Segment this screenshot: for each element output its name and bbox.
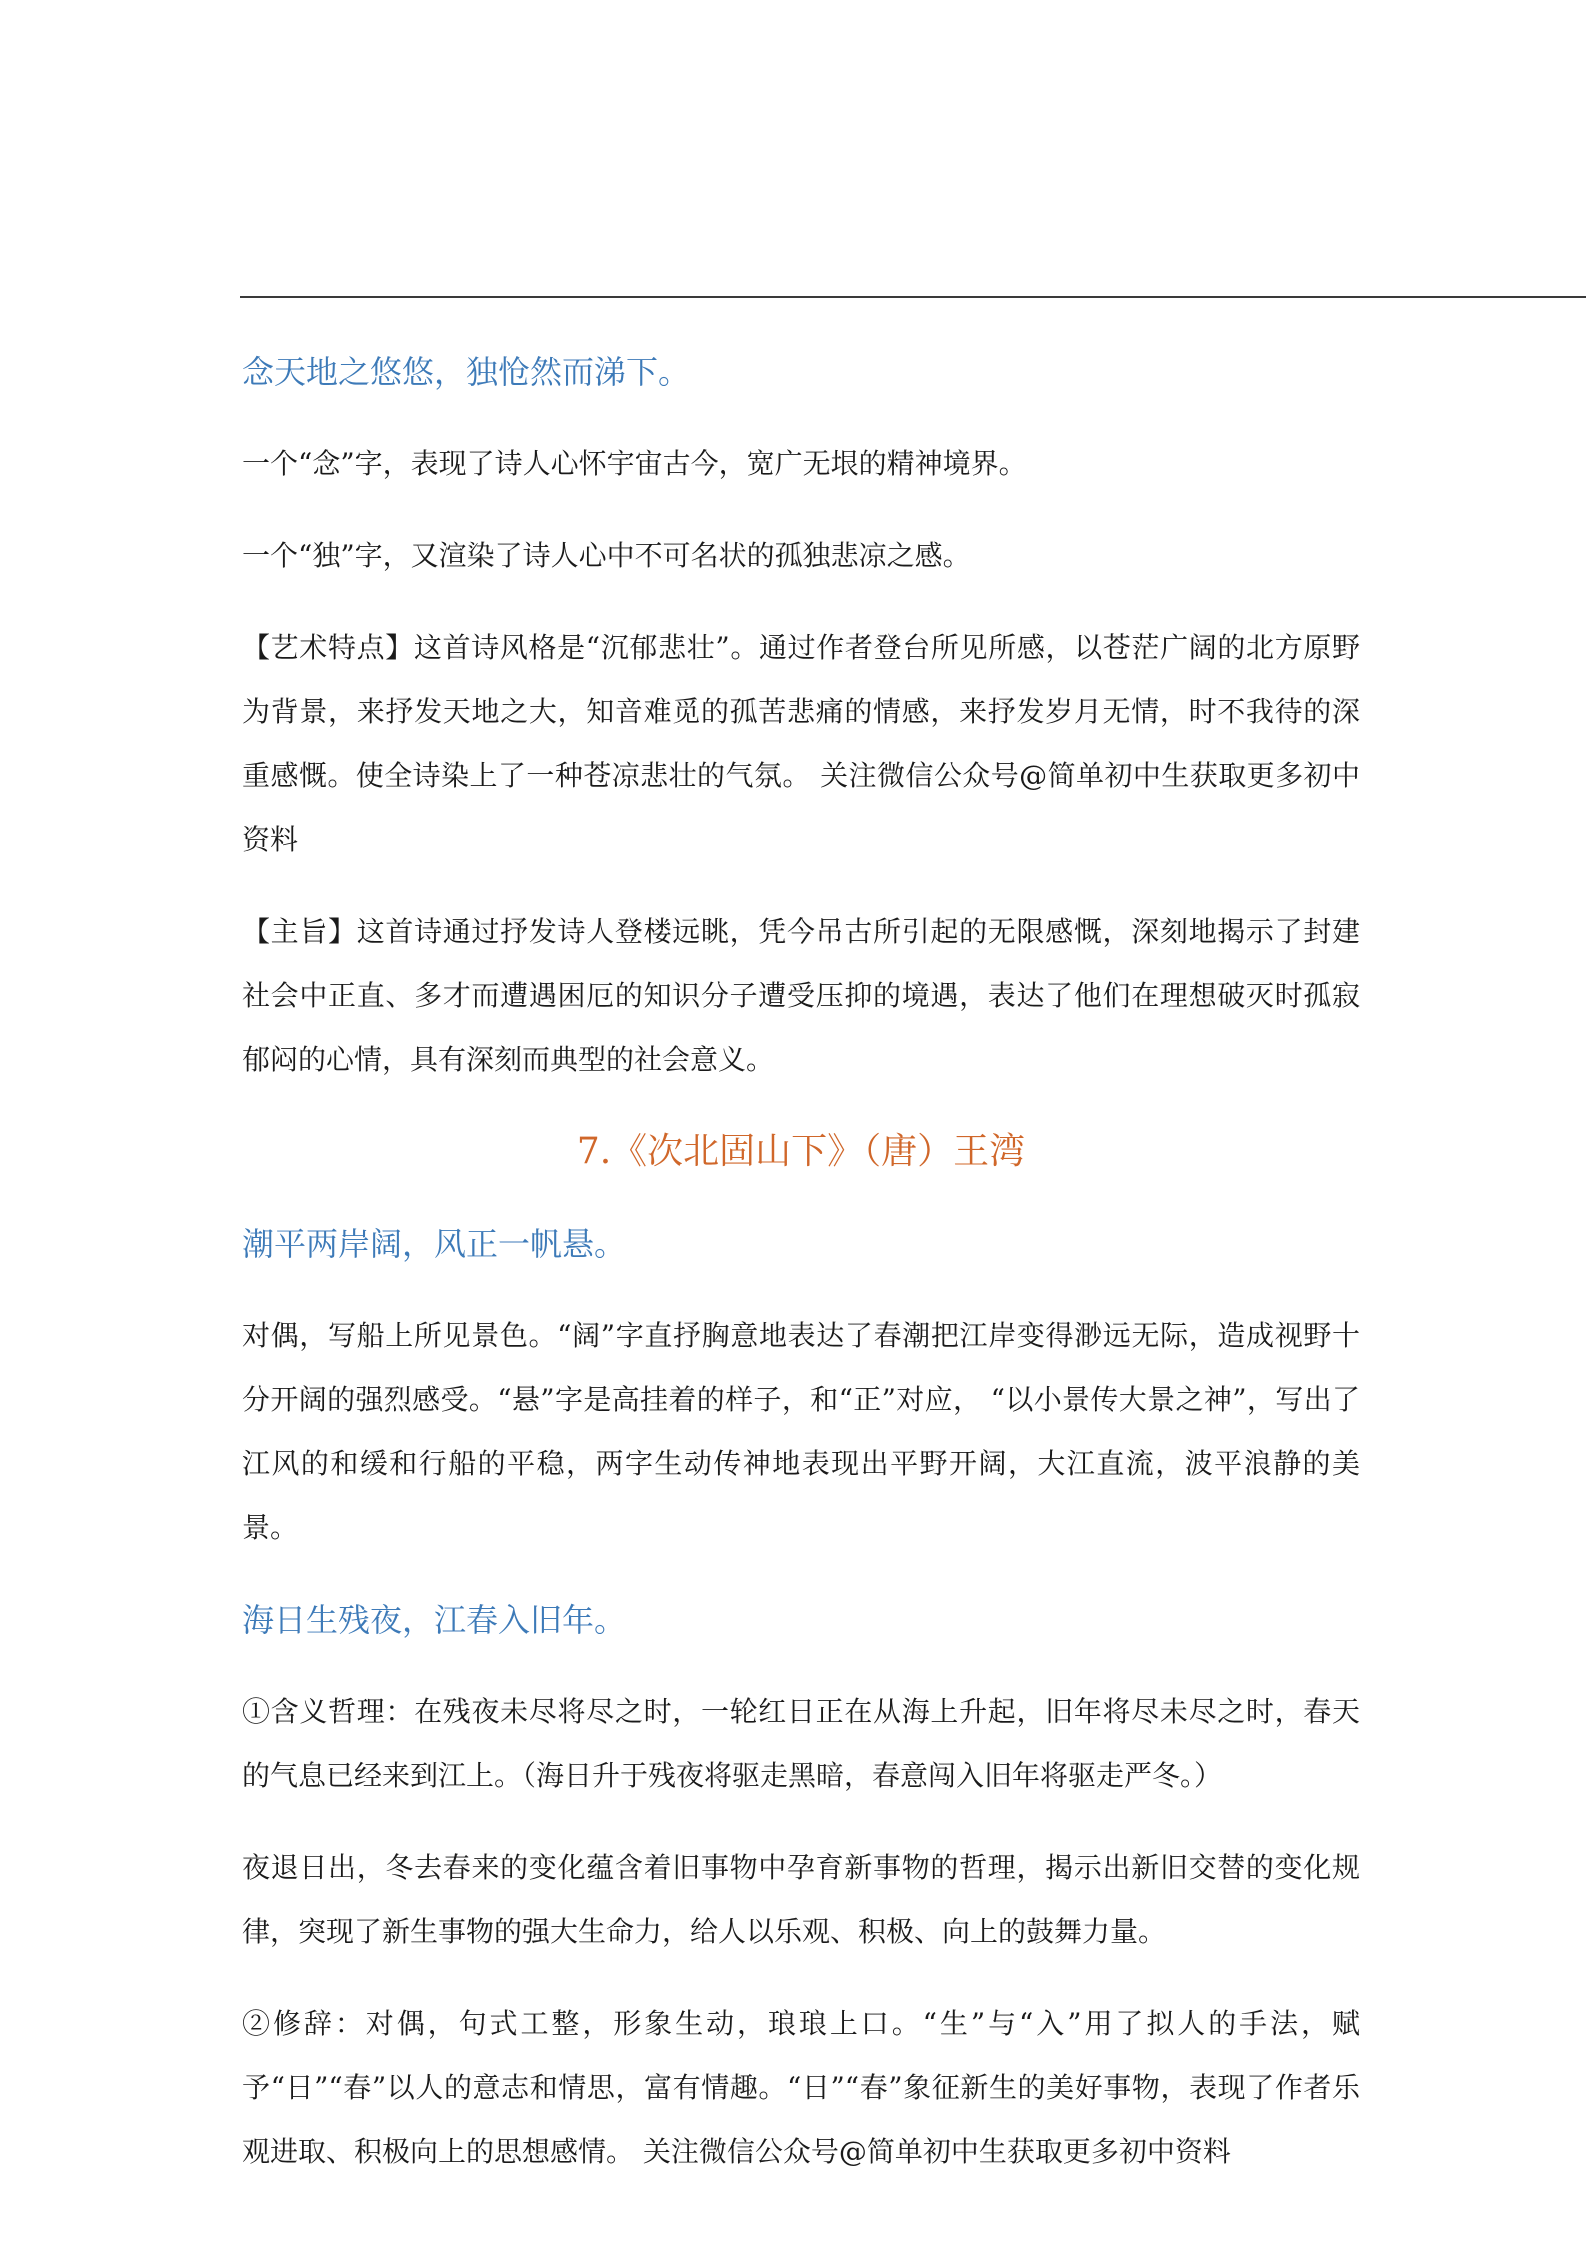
paragraph: 对偶，写船上所见景色。“阔”字直抒胸意地表达了春潮把江岸变得渺远无际，造成视野十分开阔的强烈感受。“悬”字是高挂着的样子，和“正”对应， “以小景传大景之神”，写出了江风的和缓和行船的平稳，两字生动传神地表现出平野开阔，大江直流，波平浪静的美景。 xyxy=(242,1319,1360,1544)
poem-line: 潮平两岸阔，风正一帆悬。 xyxy=(242,1225,627,1263)
paragraph: 【艺术特点】这首诗风格是“沉郁悲壮”。通过作者登台所见所感，以苍茫广阔的北方原野为背景，来抒发天地之大，知音难觅的孤苦悲痛的情感，来抒发岁月无情，时不我待的深重感慨。使全诗染上了一种苍凉悲壮的气氛。 关注微信公众号@简单初中生获取更多初中资料 xyxy=(242,631,1360,856)
poem-line: 念天地之悠悠，独怆然而涕下。 xyxy=(242,353,691,391)
paragraph: ②修辞：对偶，句式工整，形象生动，琅琅上口。“生”与“入”用了拟人的手法，赋予“日”“春”以人的意志和情思，富有情趣。“日”“春”象征新生的美好事物，表现了作者乐观进取、积极向上的思想感情。 关注微信公众号@简单初中生获取更多初中资料 xyxy=(242,2007,1360,2168)
paragraph: 一个“念”字，表现了诗人心怀宇宙古今，宽广无垠的精神境界。 xyxy=(242,447,1027,480)
section-title: 7.《次北固山下》（唐）王湾 xyxy=(576,1131,1026,1172)
header-rule xyxy=(240,296,1586,298)
paragraph: 【主旨】这首诗通过抒发诗人登楼远眺，凭今吊古所引起的无限感慨，深刻地揭示了封建社会中正直、多才而遭遇困厄的知识分子遭受压抑的境遇，表达了他们在理想破灭时孤寂郁闷的心情，具有深刻而典型的社会意义。 xyxy=(242,915,1360,1076)
paragraph: 一个“独”字，又渲染了诗人心中不可名状的孤独悲凉之感。 xyxy=(242,539,971,572)
paragraph: 夜退日出，冬去春来的变化蕴含着旧事物中孕育新事物的哲理，揭示出新旧交替的变化规律，突现了新生事物的强大生命力，给人以乐观、积极、向上的鼓舞力量。 xyxy=(242,1851,1360,1948)
document-body xyxy=(242,340,1360,2184)
poem-line: 海日生残夜，江春入旧年。 xyxy=(242,1601,627,1639)
paragraph: ①含义哲理：在残夜未尽将尽之时，一轮红日正在从海上升起，旧年将尽未尽之时，春天的气息已经来到江上。（海日升于残夜将驱走黑暗，春意闯入旧年将驱走严冬。） xyxy=(242,1695,1360,1792)
